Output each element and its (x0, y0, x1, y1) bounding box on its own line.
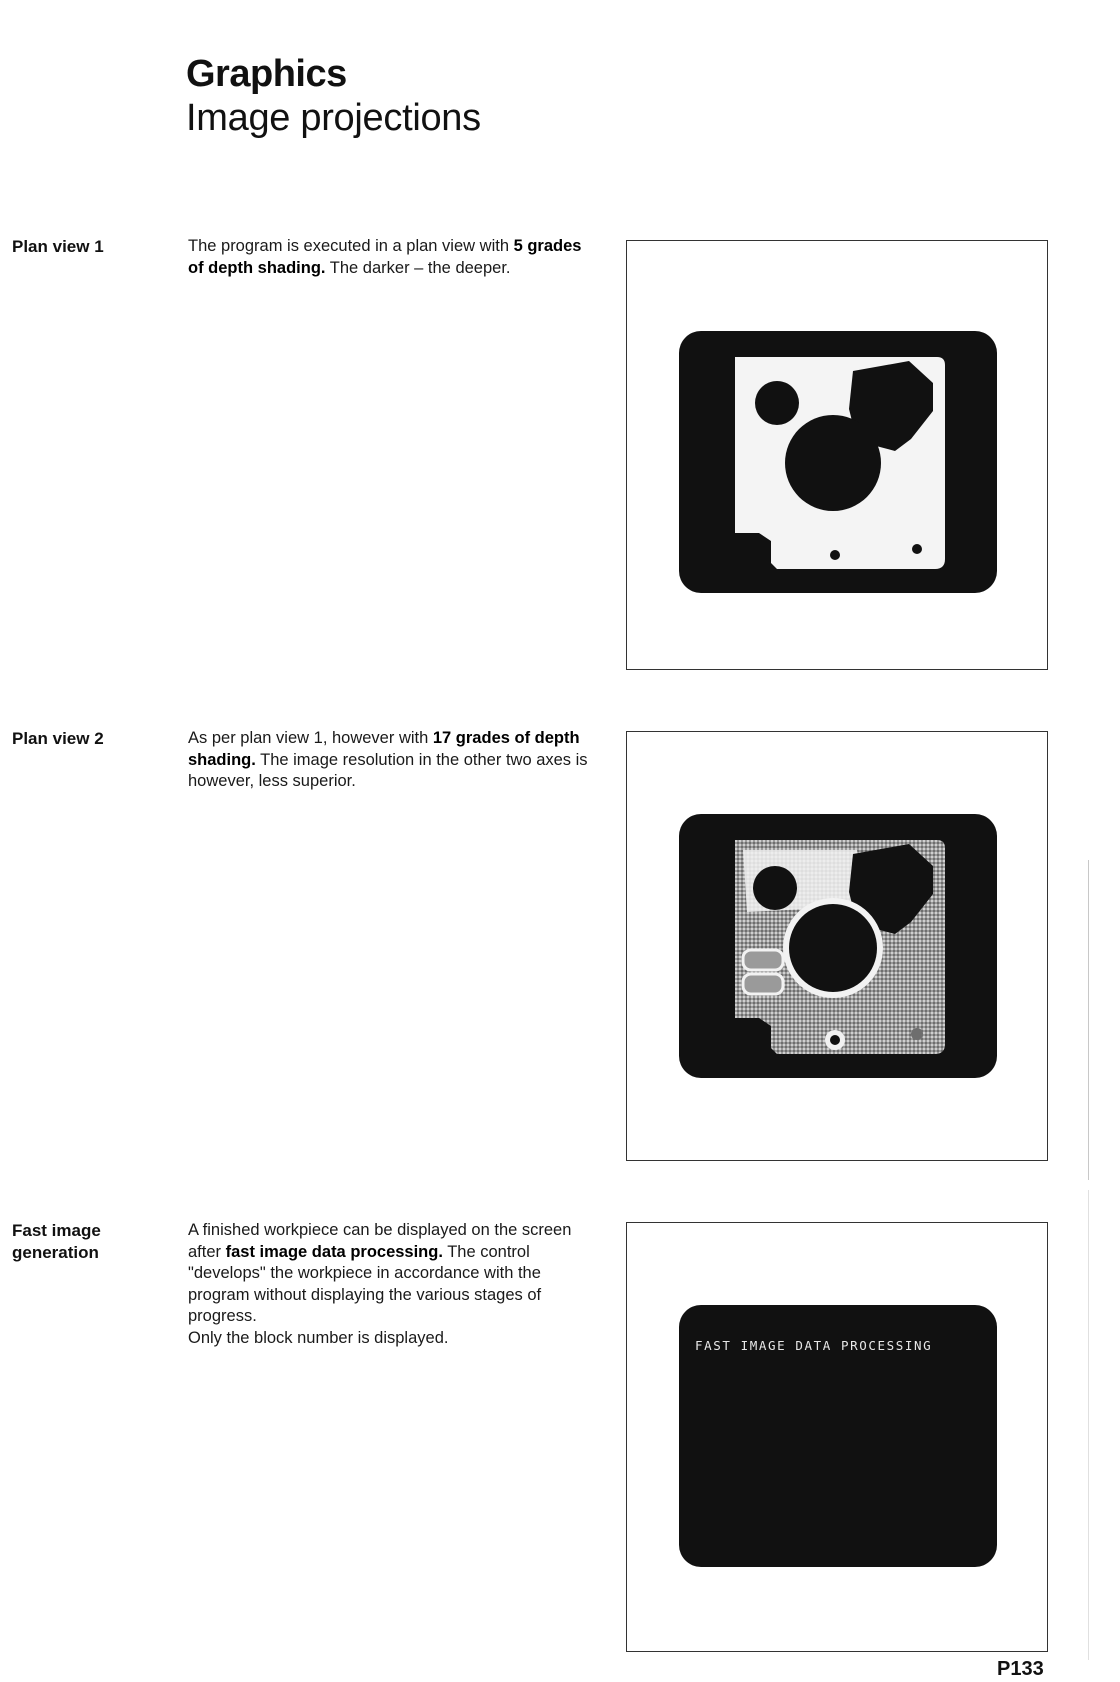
body-text: A finished workpiece can be displayed on the screen after (188, 1221, 572, 1261)
screen-caption: FAST IMAGE DATA PROCESSING (695, 1338, 933, 1353)
screen-plan-view-1 (627, 241, 1047, 669)
screen-fast-image-generation (627, 1223, 1047, 1651)
figure-plan-view-2 (626, 731, 1048, 1161)
section-label-plan-view-2: Plan view 2 (12, 729, 104, 748)
body-text: As per plan view 1, however with (188, 729, 433, 747)
body-text: The program is executed in a plan view with (188, 237, 514, 255)
emphasis-text: 5 grades of depth shading. (188, 237, 582, 277)
figure-fast-image-generation (626, 1222, 1048, 1652)
section-text-plan-view-1 (188, 236, 588, 279)
emphasis-text: 17 grades of depth shading. (188, 729, 580, 769)
body-text: Only the block number is displayed. (188, 1328, 449, 1347)
screen-plan-view-2 (627, 732, 1047, 1160)
section-text-fast-image-generation (188, 1220, 588, 1349)
page-subtitle: Image projections (186, 97, 481, 139)
figure-plan-view-1 (626, 240, 1048, 670)
section-label-plan-view-1: Plan view 1 (12, 237, 104, 256)
scan-edge-mark-lower (1088, 1190, 1089, 1660)
body-text: The control "develops" the workpiece in accordance with the program without displaying the various stages of progress. (188, 1242, 542, 1325)
section-text-plan-view-2 (188, 728, 588, 793)
body-text: The image resolution in the other two axes is however, less superior. (188, 750, 588, 790)
body-text: The darker – the deeper. (325, 258, 511, 277)
page-title: Graphics (186, 53, 347, 95)
page-number: P133 (997, 1658, 1044, 1680)
emphasis-text: fast image data processing. (225, 1242, 443, 1261)
section-label-fast-image-generation: Fast image generation (12, 1221, 101, 1262)
scan-edge-mark (1088, 860, 1089, 1180)
page-heading (186, 52, 481, 140)
